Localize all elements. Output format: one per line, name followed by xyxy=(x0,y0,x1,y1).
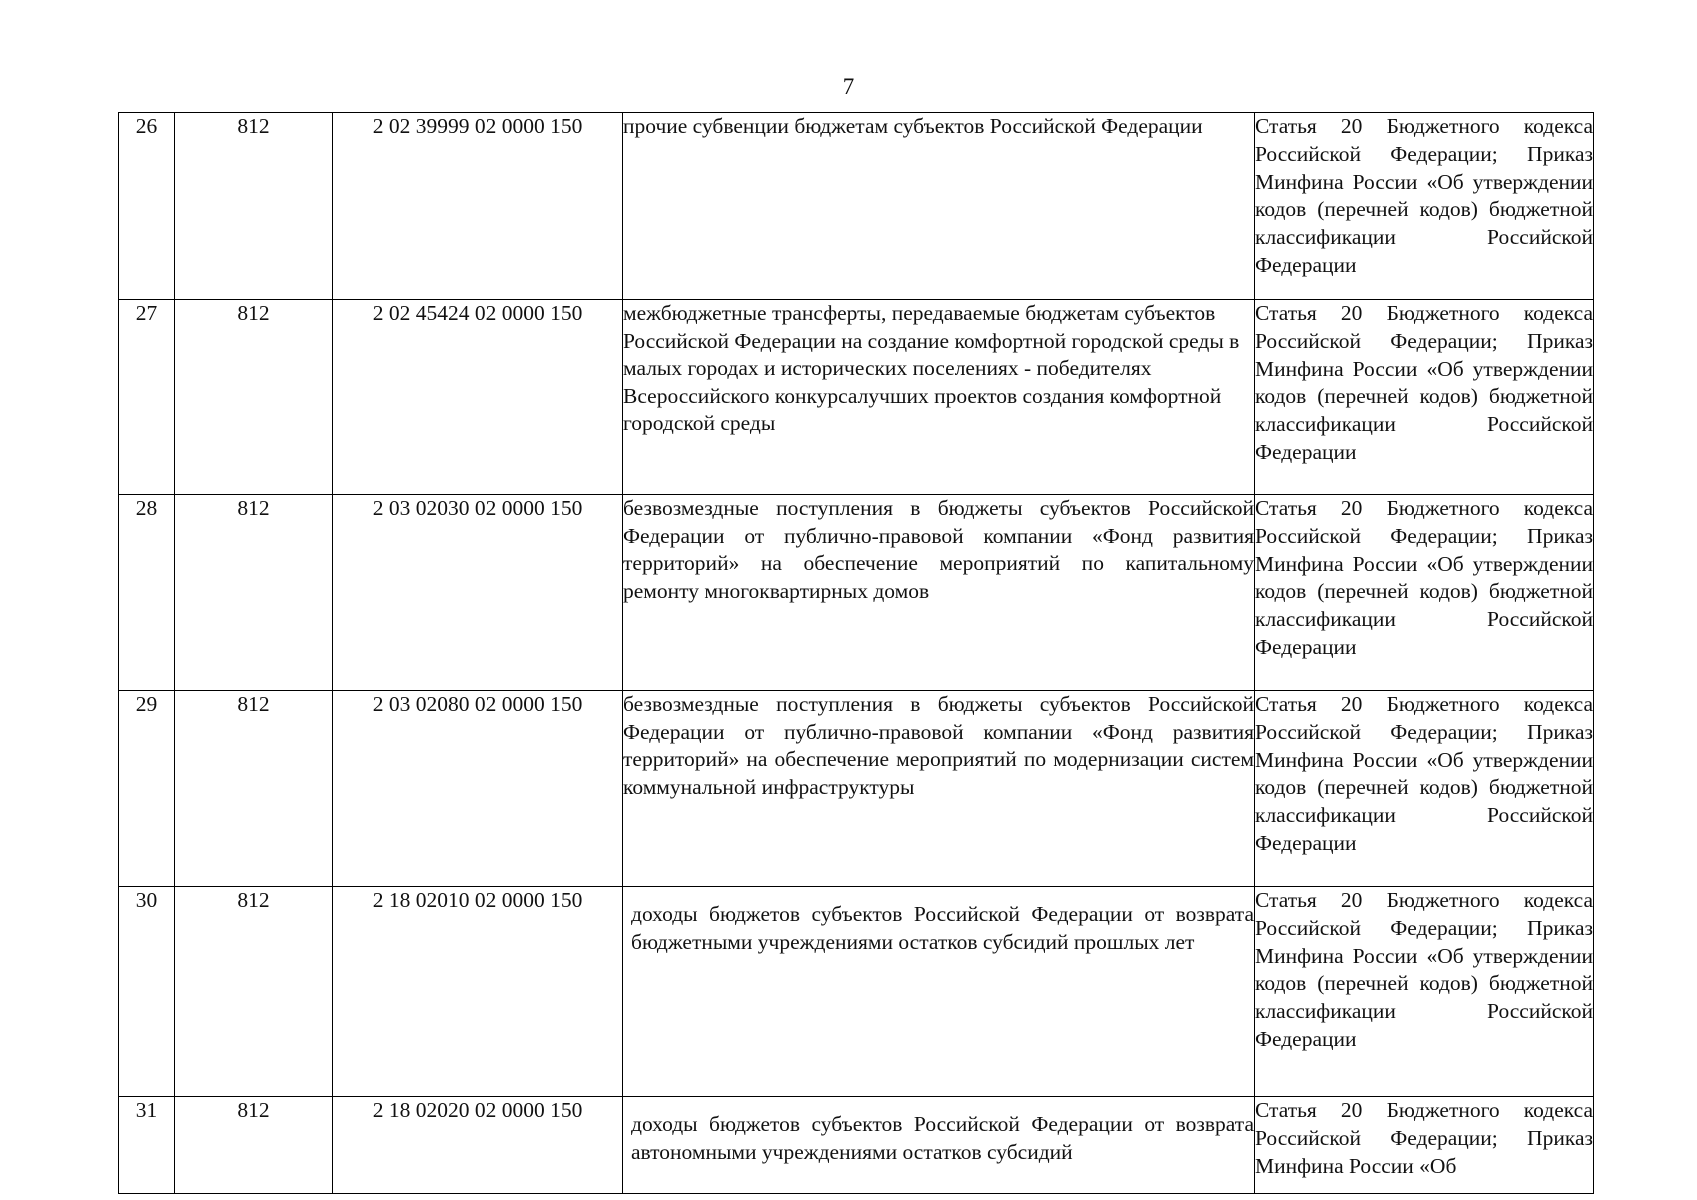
row-number: 28 xyxy=(119,495,175,691)
legal-basis: Статья 20 Бюджетного кодекса Российской Федерации; Приказ Минфина России «Об утверждении кодов (перечней кодов) бюджетной классификации Российской Федерации xyxy=(1255,691,1594,887)
legal-basis: Статья 20 Бюджетного кодекса Российской Федерации; Приказ Минфина России «Об утверждении кодов (перечней кодов) бюджетной классификации Российской Федерации xyxy=(1255,113,1594,300)
row-number: 29 xyxy=(119,691,175,887)
income-name: безвозмездные поступления в бюджеты субъектов Российской Федерации от публично-правовой компании «Фонд развития территорий» на обеспечение мероприятий по капитальному ремонту многоквартирных домов xyxy=(623,495,1255,691)
income-name: межбюджетные трансферты, передаваемые бюджетам субъектов Российской Федерации на создание комфортной городской среды в малых городах и исторических поселениях - победителях Всероссийского конкурсалучших проектов создания комфортной городской среды xyxy=(623,300,1255,495)
budget-classification-code: 2 03 02030 02 0000 150 xyxy=(333,495,623,691)
legal-basis: Статья 20 Бюджетного кодекса Российской Федерации; Приказ Минфина России «Об утверждении кодов (перечней кодов) бюджетной классификации Российской Федерации xyxy=(1255,300,1594,495)
admin-code: 812 xyxy=(175,300,333,495)
income-name: доходы бюджетов субъектов Российской Федерации от возврата автономными учреждениями остатков субсидий xyxy=(623,1097,1255,1194)
admin-code: 812 xyxy=(175,887,333,1097)
legal-basis: Статья 20 Бюджетного кодекса Российской Федерации; Приказ Минфина России «Об утверждении кодов (перечней кодов) бюджетной классификации Российской Федерации xyxy=(1255,887,1594,1097)
admin-code: 812 xyxy=(175,495,333,691)
table-row xyxy=(119,887,1594,1097)
budget-classification-code: 2 18 02010 02 0000 150 xyxy=(333,887,623,1097)
row-number: 31 xyxy=(119,1097,175,1194)
table-row xyxy=(119,300,1594,495)
table-row xyxy=(119,113,1594,300)
row-number: 30 xyxy=(119,887,175,1097)
income-name: доходы бюджетов субъектов Российской Федерации от возврата бюджетными учреждениями остатков субсидий прошлых лет xyxy=(623,887,1255,1097)
admin-code: 812 xyxy=(175,113,333,300)
row-number: 26 xyxy=(119,113,175,300)
budget-codes-table xyxy=(118,112,1594,1194)
page-number: 7 xyxy=(842,74,855,99)
table-row xyxy=(119,1097,1594,1194)
admin-code: 812 xyxy=(175,1097,333,1194)
income-name: прочие субвенции бюджетам субъектов Российской Федерации xyxy=(623,113,1255,300)
budget-classification-code: 2 02 45424 02 0000 150 xyxy=(333,300,623,495)
budget-classification-code: 2 18 02020 02 0000 150 xyxy=(333,1097,623,1194)
table-row xyxy=(119,691,1594,887)
legal-basis: Статья 20 Бюджетного кодекса Российской Федерации; Приказ Минфина России «Об утверждении кодов (перечней кодов) бюджетной классификации Российской Федерации xyxy=(1255,495,1594,691)
table-row xyxy=(119,495,1594,691)
legal-basis: Статья 20 Бюджетного кодекса Российской Федерации; Приказ Минфина России «Об xyxy=(1255,1097,1594,1194)
income-name: безвозмездные поступления в бюджеты субъектов Российской Федерации от публично-правовой компании «Фонд развития территорий» на обеспечение мероприятий по модернизации систем коммунальной инфраструктуры xyxy=(623,691,1255,887)
budget-classification-code: 2 02 39999 02 0000 150 xyxy=(333,113,623,300)
admin-code: 812 xyxy=(175,691,333,887)
budget-classification-code: 2 03 02080 02 0000 150 xyxy=(333,691,623,887)
row-number: 27 xyxy=(119,300,175,495)
